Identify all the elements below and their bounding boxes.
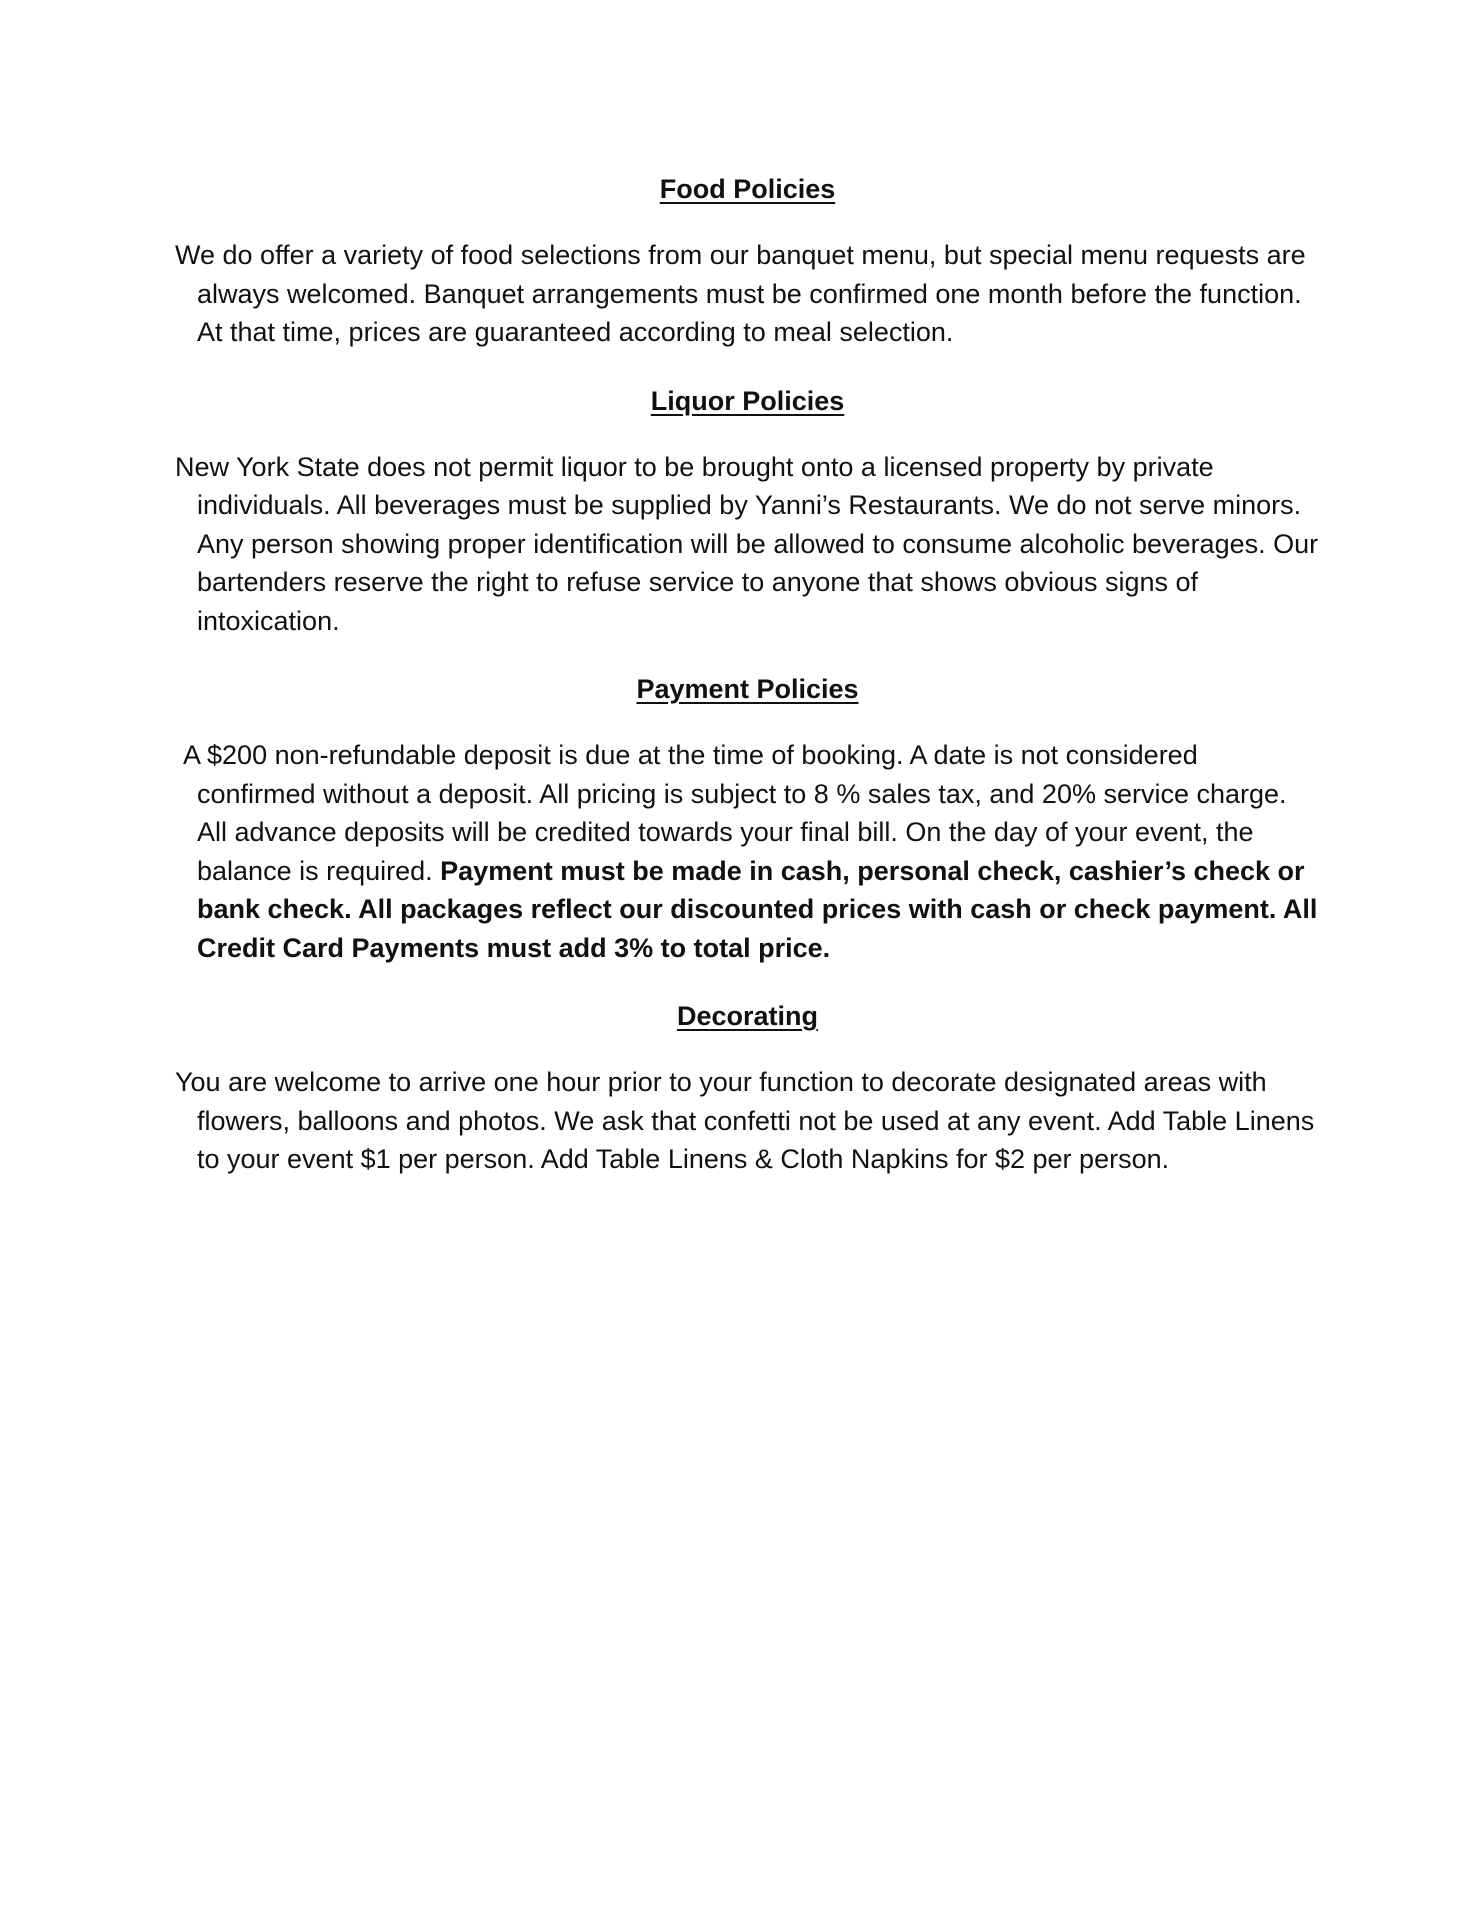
payment-policies-text: A $200 non-refundable deposit is due at the time of booking. A date is not considered confirmed without a deposit. All pricing is subject to 8 % sales tax, and 20% service charge. All advance deposits will be credited towards your final bill. On the day of your event, the balance is required. xyxy=(183,740,1287,886)
liquor-policies-heading: Liquor Policies xyxy=(650,385,845,416)
food-policies-heading: Food Policies xyxy=(659,174,836,204)
food-policies-section xyxy=(175,170,1320,352)
food-policies-text: We do offer a variety of food selections from our banquet menu, but special menu requests are always welcomed. Banquet arrangements must be confirmed one month before the function. At that time, prices are guaranteed according to meal selection. xyxy=(175,240,1306,347)
decorating-section xyxy=(175,997,1320,1179)
payment-policies-paragraph xyxy=(175,736,1320,967)
decorating-heading: Decorating xyxy=(676,1001,819,1031)
decorating-text: You are welcome to arrive one hour prior to your function to decorate designated areas with flowers, balloons and photos. We ask that confetti not be used at any event. Add Table Linens to your event $1 per person. Add Table Linens & Cloth Napkins for $2 per person. xyxy=(175,1067,1315,1174)
liquor-policies-section xyxy=(175,382,1320,641)
payment-policies-bold-text: Payment must be made in cash, personal check, cashier’s check or bank check. All packages reflect our discounted prices with cash or check payment. All Credit Card Payments must add 3% to total price. xyxy=(197,855,1318,963)
document-page xyxy=(175,170,1320,1209)
payment-policies-section xyxy=(175,670,1320,967)
payment-policies-heading: Payment Policies xyxy=(636,674,859,704)
liquor-policies-text: New York State does not permit liquor to be brought onto a licensed property by private individuals. All beverages must be supplied by Yanni’s Restaurants. We do not serve minors. Any person showing proper identification will be allowed to consume alcoholic beverages. Our bartenders reserve the right to refuse service to anyone that shows obvious signs of intoxication. xyxy=(175,451,1319,636)
